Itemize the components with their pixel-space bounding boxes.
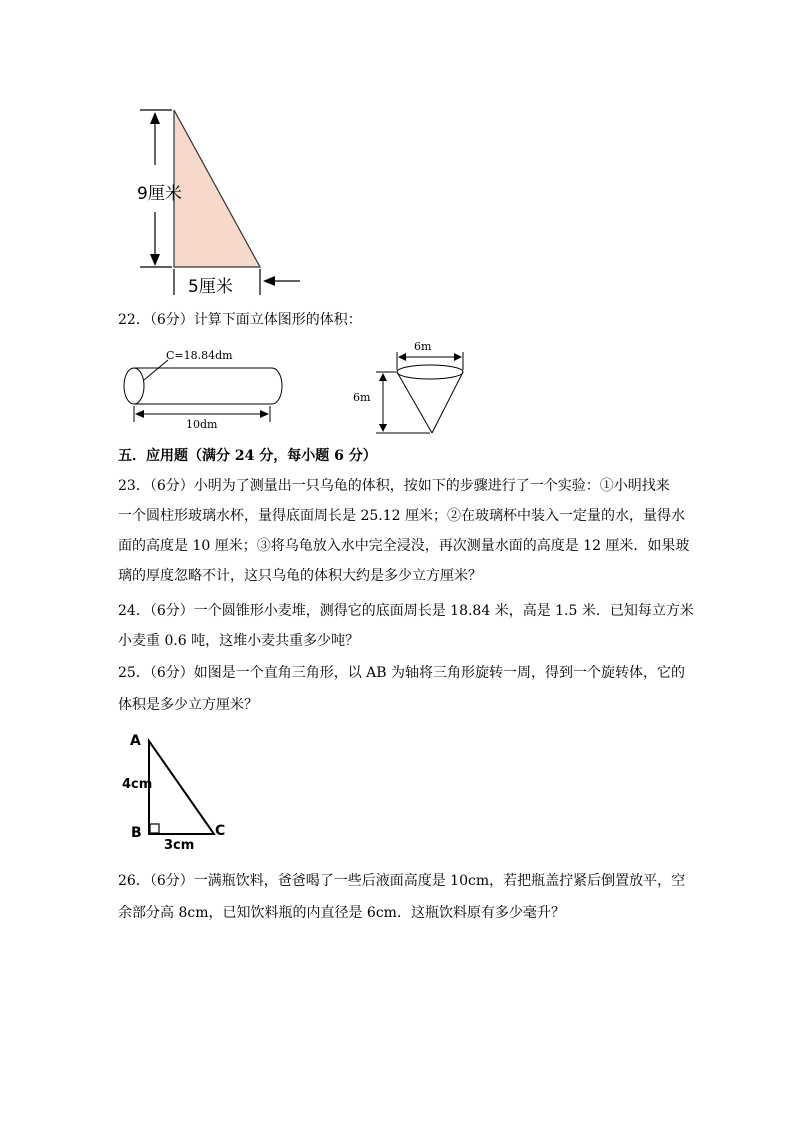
cylinder-circumference-label: C=18.84dm [166, 349, 233, 362]
label-b: B [131, 825, 142, 841]
side-bc-label: 3cm [164, 838, 195, 853]
q25-line: 体积是多少立方厘米？ [118, 697, 258, 713]
q23-line: 23．（6分）小明为了测量出一只乌龟的体积，按如下的步骤进行了一个实验：①小明找来 [118, 478, 670, 494]
q25-line: 25．（6分）如图是一个直角三角形，以 AB 为轴将三角形旋转一周，得到一个旋转体，它的 [118, 665, 686, 681]
triangle-height-label: 9厘米 [137, 184, 182, 204]
cylinder-length-label: 10dm [186, 418, 218, 431]
q24-line: 24．（6分）一个圆锥形小麦堆，测得它的底面周长是 18.84 米，高是 1.5 米．已知每立方米 [118, 603, 694, 619]
section-5-title: 五．应用题（满分 24 分，每小题 6 分） [118, 448, 377, 464]
q23-line: 璃的厚度忽略不计，这只乌龟的体积大约是多少立方厘米？ [118, 568, 482, 584]
side-ab-label: 4cm [122, 777, 153, 792]
cone-diameter-label: 6m [414, 340, 432, 353]
q23-line: 面的高度是 10 厘米；③将乌龟放入水中完全浸没，再次测量水面的高度是 12 厘米．如果玻 [118, 538, 690, 554]
q26-line: 余部分高 8cm，已知饮料瓶的内直径是 6cm．这瓶饮料原有多少毫升？ [118, 905, 565, 921]
label-c: C [215, 823, 226, 839]
q23-line: 一个圆柱形玻璃水杯，量得底面周长是 25.12 厘米；②在玻璃杯中装入一定量的水，量得水 [118, 508, 685, 524]
q26-line: 26．（6分）一满瓶饮料，爸爸喝了一些后液面高度是 10cm，若把瓶盖拧紧后倒置放平，空 [118, 873, 686, 889]
q24-line: 小麦重 0.6 吨，这堆小麦共重多少吨？ [118, 633, 360, 649]
cone-height-label: 6m [353, 391, 371, 404]
q22-text: 22．（6分）计算下面立体图形的体积： [118, 312, 362, 328]
label-a: A [130, 733, 141, 749]
right-triangle-shape [149, 741, 214, 834]
triangle-base-label: 5厘米 [188, 277, 233, 297]
